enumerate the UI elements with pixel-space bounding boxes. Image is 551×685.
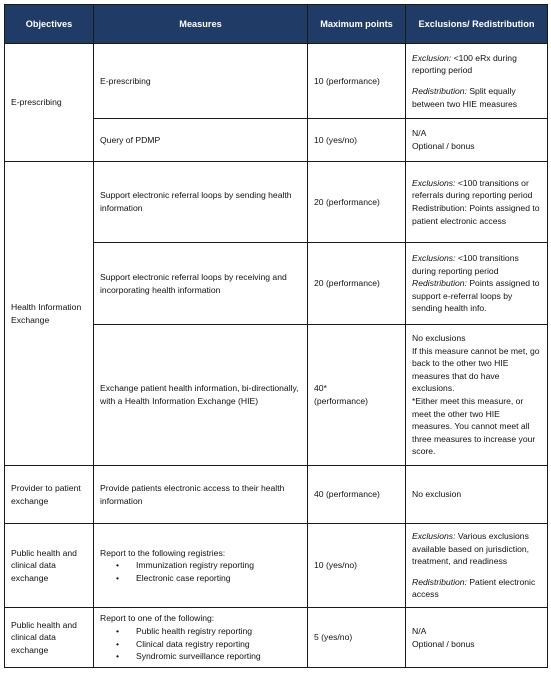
exclusion-label: Exclusions: [412,253,456,264]
exclusion-cell [406,119,548,162]
points-value: 40* [314,383,327,394]
exclusion-text: <100 transitions or referrals during reporting period [412,177,533,201]
redistribution-label: Redistribution: [412,278,467,289]
table-row [5,524,548,608]
measure-cell: Exchange patient health information, bi-directionally, with a Health Information Exchange (HIE) [94,325,308,466]
table-row [5,44,548,119]
table-row [5,608,548,668]
list-item: • Public health registry reporting [116,625,301,638]
exclusion-label: Exclusions: [412,531,456,542]
exclusion-label: Exclusions: [412,177,456,188]
exclusion-line: If this measure cannot be met, go back to the other two HIE measures that do have exclusions. [412,345,540,394]
redistribution-text: Points assigned to support e-referral loops by sending health info. [412,278,540,314]
list-item: • Immunization registry reporting [116,559,301,572]
points-cell: 10 (performance) [308,44,406,119]
objective-cell: Public health and clinical data exchange [5,608,94,668]
measure-intro: Report to the following registries: [100,547,226,558]
exclusion-cell [406,243,548,325]
measure-cell [94,524,308,608]
table-row [5,466,548,524]
exclusion-line: Optional / bonus [412,141,475,151]
header-row [5,5,548,44]
exclusion-cell [406,524,548,608]
points-cell: 40 (performance) [308,466,406,524]
points-cell: 10 (yes/no) [308,524,406,608]
points-type: (performance) [314,396,368,406]
objective-cell: Health Information Exchange [5,162,94,466]
points-cell: 10 (yes/no) [308,119,406,162]
measure-cell: Provide patients electronic access to their health information [94,466,308,524]
measure-cell: Query of PDMP [94,119,308,162]
list-item: • Clinical data registry reporting [116,638,301,651]
exclusion-cell [406,325,548,466]
redistribution-text: Patient electronic access [412,576,536,600]
measure-intro: Report to one of the following: [100,613,215,624]
exclusion-text: Various exclusions available based on jurisdiction, treatment, and readiness [412,531,530,567]
objectives-table [4,4,548,668]
exclusion-cell: No exclusion [406,466,548,524]
exclusion-cell [406,44,548,119]
header-exclusions: Exclusions/ Redistribution [406,5,548,44]
list-item: • Electronic case reporting [116,572,301,585]
objective-cell: Public health and clinical data exchange [5,524,94,608]
exclusion-cell [406,608,548,668]
redistribution-label: Redistribution: [412,576,467,587]
exclusion-line: *Either meet this measure, or meet the other two HIE measures. You cannot meet all three measures to increase your score. [412,396,536,457]
exclusion-line: Optional / bonus [412,638,475,649]
exclusion-label: Exclusion: [412,52,452,63]
redistribution-text: Split equally between two HIE measures [412,86,518,109]
redistribution-text: Redistribution: Points assigned to patient electronic access [412,203,540,226]
exclusion-line: N/A [412,128,427,139]
points-cell: 5 (yes/no) [308,608,406,668]
list-item: • Syndromic surveillance reporting [116,650,301,663]
exclusion-text: <100 eRx during reporting period [412,52,517,76]
measure-cell: Support electronic referral loops by sending health information [94,162,308,243]
header-max-points: Maximum points [308,5,406,44]
exclusion-cell [406,162,548,243]
exclusion-line: N/A [412,625,427,636]
header-objectives: Objectives [5,5,94,44]
objective-cell: E-prescribing [5,44,94,162]
measure-cell: Support electronic referral loops by receiving and incorporating health information [94,243,308,325]
header-measures: Measures [94,5,308,44]
points-cell: 20 (performance) [308,162,406,243]
measure-cell: E-prescribing [94,44,308,119]
registry-list [100,625,301,663]
table-row [5,162,548,243]
points-cell [308,325,406,466]
registry-list [100,559,301,584]
measure-cell [94,608,308,668]
objective-cell: Provider to patient exchange [5,466,94,524]
exclusion-text: <100 transitions during reporting period [412,253,519,276]
exclusion-line: No exclusions [412,333,466,344]
points-cell: 20 (performance) [308,243,406,325]
redistribution-label: Redistribution: [412,86,467,96]
